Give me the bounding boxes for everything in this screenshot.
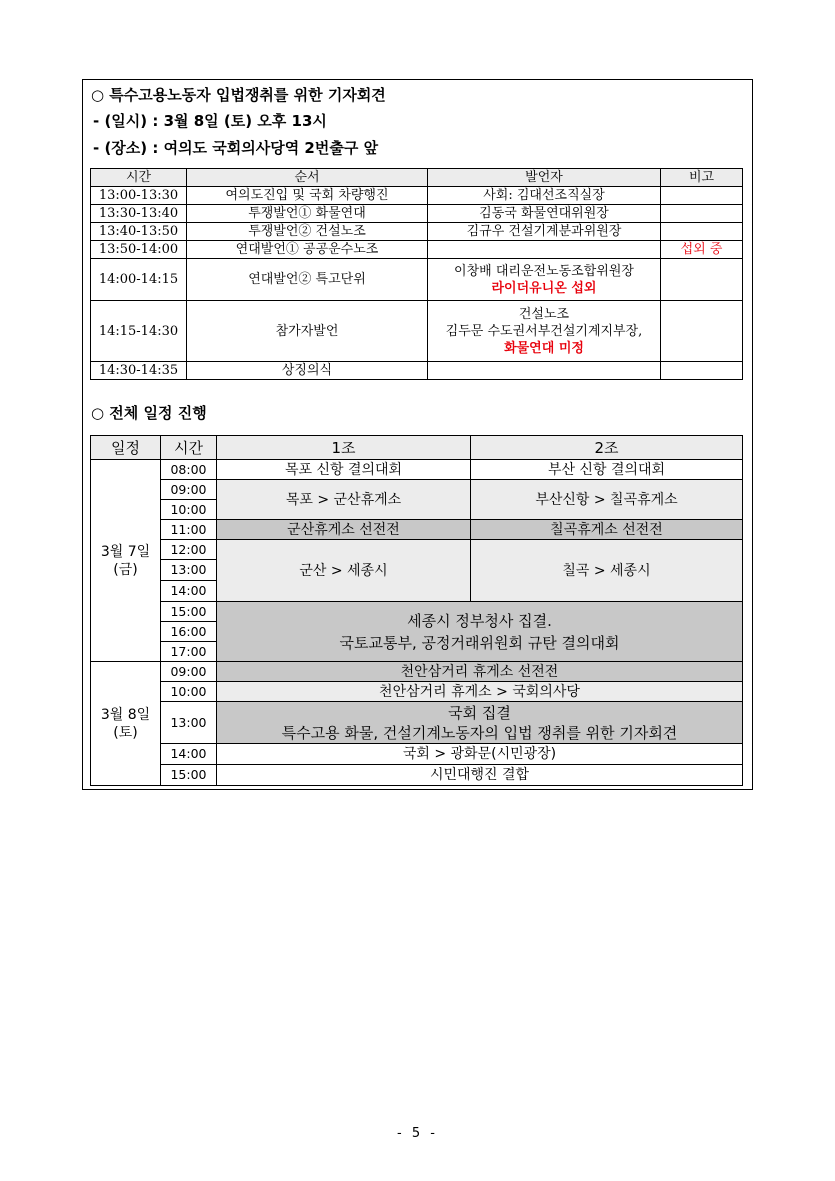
event-place-line: - (장소) : 여의도 국회의사당역 2번출구 앞 bbox=[93, 139, 379, 157]
date-label: 3월 8일 bbox=[100, 706, 151, 723]
speaker-cell: 사회: 김대선조직실장 bbox=[428, 187, 661, 205]
time-cell: 11:00 bbox=[161, 520, 217, 540]
joint-cell: 시민대행진 결합 bbox=[217, 765, 743, 786]
group2-cell: 칠곡 > 세종시 bbox=[471, 540, 743, 602]
joint-cell-line: 국회 집결 bbox=[448, 703, 511, 722]
column-header-group2: 2조 bbox=[471, 436, 743, 460]
speaker-cell bbox=[428, 241, 661, 259]
date-cell-day2 bbox=[91, 662, 161, 786]
time-cell: 09:00 bbox=[161, 662, 217, 682]
table-row bbox=[91, 362, 743, 380]
column-header-note: 비고 bbox=[661, 169, 743, 187]
column-header-group1: 1조 bbox=[217, 436, 471, 460]
time-cell: 13:50-14:00 bbox=[91, 241, 187, 259]
note-cell-pending: 섭외 중 bbox=[661, 241, 743, 259]
speaker-line-highlight: 라이더유니온 섭외 bbox=[491, 280, 597, 296]
group2-cell: 부산신항 > 칠곡휴게소 bbox=[471, 480, 743, 520]
speaker-cell bbox=[428, 301, 661, 362]
time-cell: 08:00 bbox=[161, 460, 217, 480]
overall-schedule-table bbox=[90, 435, 743, 786]
table-row bbox=[91, 460, 743, 480]
time-cell: 14:00 bbox=[161, 744, 217, 765]
group1-cell: 목포 > 군산휴게소 bbox=[217, 480, 471, 520]
joint-cell: 국회 > 광화문(시민광장) bbox=[217, 744, 743, 765]
time-cell: 15:00 bbox=[161, 765, 217, 786]
order-cell: 연대발언① 공공운수노조 bbox=[187, 241, 428, 259]
note-cell bbox=[661, 259, 743, 301]
event-date-line: - (일시) : 3월 8일 (토) 오후 13시 bbox=[93, 112, 327, 130]
speaker-line: 김두문 수도권서부건설기계지부장, bbox=[445, 323, 643, 339]
time-cell: 15:00 bbox=[161, 602, 217, 622]
table-row bbox=[91, 259, 743, 301]
speaker-line-highlight: 화물연대 미정 bbox=[504, 340, 584, 356]
table-row bbox=[91, 765, 743, 786]
time-cell: 09:00 bbox=[161, 480, 217, 500]
speaker-cell: 김규우 건설기계분과위원장 bbox=[428, 223, 661, 241]
time-cell: 10:00 bbox=[161, 500, 217, 520]
group2-cell: 칠곡휴게소 선전전 bbox=[471, 520, 743, 540]
note-cell bbox=[661, 301, 743, 362]
group1-cell: 군산휴게소 선전전 bbox=[217, 520, 471, 540]
time-cell: 16:00 bbox=[161, 622, 217, 642]
weekday-label: (토) bbox=[113, 724, 138, 741]
time-cell: 13:30-13:40 bbox=[91, 205, 187, 223]
column-header-date: 일정 bbox=[91, 436, 161, 460]
section-title-schedule: ○ 전체 일정 진행 bbox=[91, 404, 207, 422]
speaker-line: 이창배 대리운전노동조합위원장 bbox=[454, 263, 634, 279]
note-cell bbox=[661, 223, 743, 241]
column-header-time: 시간 bbox=[91, 169, 187, 187]
speaker-cell: 김동국 화물연대위원장 bbox=[428, 205, 661, 223]
column-header-time: 시간 bbox=[161, 436, 217, 460]
time-cell: 13:00 bbox=[161, 560, 217, 581]
time-cell: 10:00 bbox=[161, 682, 217, 702]
order-cell: 참가자발언 bbox=[187, 301, 428, 362]
column-header-order: 순서 bbox=[187, 169, 428, 187]
table-header-row bbox=[91, 436, 743, 460]
time-cell: 13:40-13:50 bbox=[91, 223, 187, 241]
section-title-press-conference: ○ 특수고용노동자 입법쟁취를 위한 기자회견 bbox=[91, 86, 386, 104]
table-row bbox=[91, 520, 743, 540]
joint-cell: 천안삼거리 휴게소 선전전 bbox=[217, 662, 743, 682]
table-row bbox=[91, 480, 743, 500]
time-cell: 14:00 bbox=[161, 581, 217, 602]
time-cell: 14:00-14:15 bbox=[91, 259, 187, 301]
order-cell: 상징의식 bbox=[187, 362, 428, 380]
joint-cell: 천안삼거리 휴게소 > 국회의사당 bbox=[217, 682, 743, 702]
speaker-line: 건설노조 bbox=[518, 306, 570, 322]
table-row bbox=[91, 205, 743, 223]
time-cell: 14:30-14:35 bbox=[91, 362, 187, 380]
weekday-label: (금) bbox=[113, 561, 138, 578]
table-header-row bbox=[91, 169, 743, 187]
table-row bbox=[91, 241, 743, 259]
note-cell bbox=[661, 205, 743, 223]
order-cell: 투쟁발언① 화물연대 bbox=[187, 205, 428, 223]
order-cell: 여의도진입 및 국회 차량행진 bbox=[187, 187, 428, 205]
table-row bbox=[91, 662, 743, 682]
note-cell bbox=[661, 362, 743, 380]
time-cell: 17:00 bbox=[161, 642, 217, 662]
table-row bbox=[91, 223, 743, 241]
table-row bbox=[91, 744, 743, 765]
table-row bbox=[91, 187, 743, 205]
group1-cell: 군산 > 세종시 bbox=[217, 540, 471, 602]
joint-cell bbox=[217, 702, 743, 744]
joint-rally-line: 국토교통부, 공정거래위원회 규탄 결의대회 bbox=[339, 633, 620, 652]
time-cell: 13:00-13:30 bbox=[91, 187, 187, 205]
table-row bbox=[91, 540, 743, 560]
table-row bbox=[91, 702, 743, 744]
time-cell: 12:00 bbox=[161, 540, 217, 560]
time-cell: 13:00 bbox=[161, 702, 217, 744]
joint-rally-line: 세종시 정부청사 집결. bbox=[407, 611, 552, 630]
press-conference-program-table bbox=[90, 168, 743, 380]
order-cell: 연대발언② 특고단위 bbox=[187, 259, 428, 301]
page-number: - 5 - bbox=[397, 1126, 438, 1141]
speaker-cell bbox=[428, 362, 661, 380]
table-row bbox=[91, 682, 743, 702]
order-cell: 투쟁발언② 건설노조 bbox=[187, 223, 428, 241]
time-cell: 14:15-14:30 bbox=[91, 301, 187, 362]
column-header-speaker: 발언자 bbox=[428, 169, 661, 187]
table-row bbox=[91, 301, 743, 362]
table-row bbox=[91, 602, 743, 622]
group2-cell: 부산 신항 결의대회 bbox=[471, 460, 743, 480]
speaker-cell bbox=[428, 259, 661, 301]
joint-cell-line: 특수고용 화물, 건설기계노동자의 입법 쟁취를 위한 기자회견 bbox=[281, 723, 678, 742]
date-cell-day1 bbox=[91, 460, 161, 662]
group1-cell: 목포 신항 결의대회 bbox=[217, 460, 471, 480]
note-cell bbox=[661, 187, 743, 205]
date-label: 3월 7일 bbox=[100, 543, 151, 560]
joint-rally-cell bbox=[217, 602, 743, 662]
